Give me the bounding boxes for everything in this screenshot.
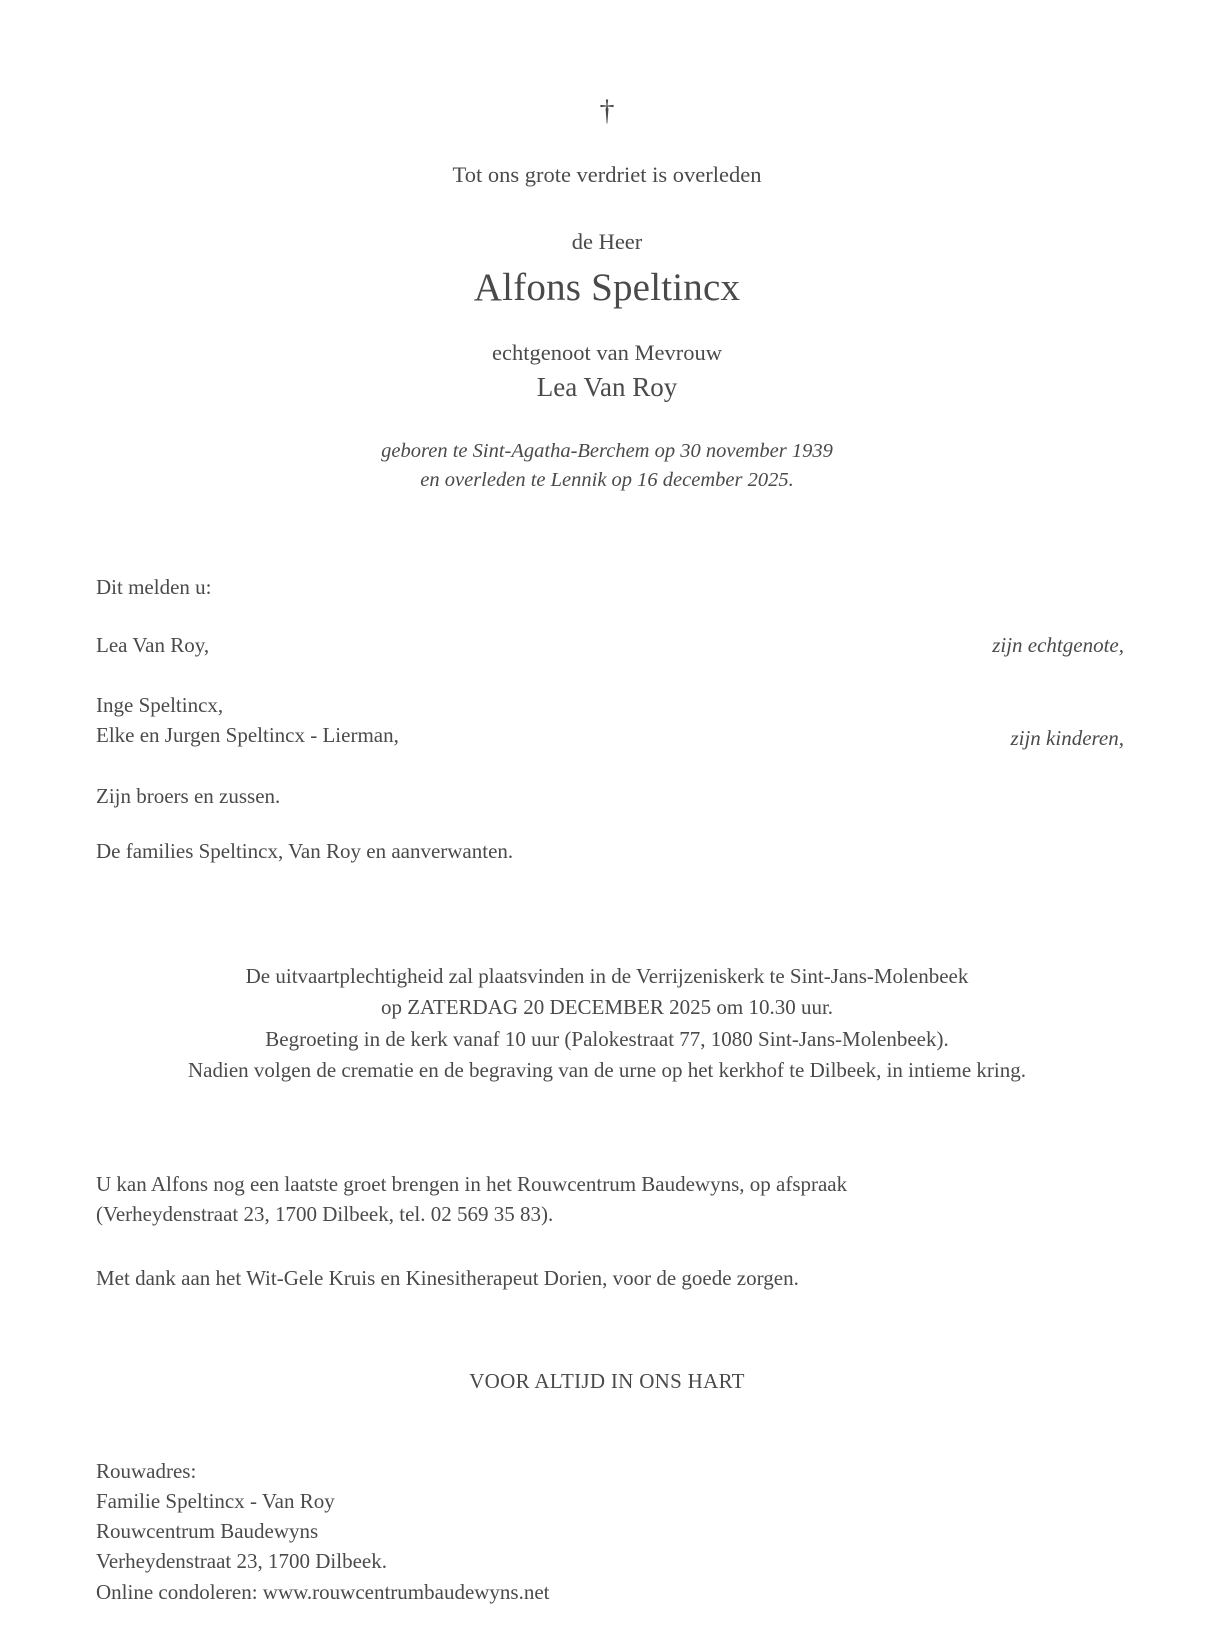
ceremony-line: Nadien volgen de crematie en de begraving van de urne op het kerkhof te Dilbeek, in intieme kring. <box>188 1058 1026 1083</box>
ceremony-line: Begroeting in de kerk vanaf 10 uur (Palokestraat 77, 1080 Sint-Jans-Molenbeek). <box>265 1026 949 1051</box>
families-line: De families Speltincx, Van Roy en aanverwanten. <box>96 838 514 863</box>
spouse-row <box>96 633 1124 658</box>
spouse-relation: zijn echtgenote, <box>992 633 1124 658</box>
address-line: Familie Speltincx - Van Roy <box>96 1488 335 1513</box>
death-line: en overleden te Lennik op 16 december 2025. <box>420 469 794 492</box>
thanks-line: Met dank aan het Wit-Gele Kruis en Kinesitherapeut Dorien, voor de goede zorgen. <box>96 1265 799 1290</box>
survivors-section <box>96 575 1124 864</box>
children-row <box>96 691 1124 751</box>
honorific-text: de Heer <box>571 229 643 254</box>
visit-section <box>96 1169 1124 1230</box>
announce-label: Dit melden u: <box>96 575 212 600</box>
spouse-name: Lea Van Roy <box>536 372 678 402</box>
address-line: Rouwcentrum Baudewyns <box>96 1519 319 1544</box>
birth-line: geboren te Sint-Agatha-Berchem op 30 november 1939 <box>381 440 833 462</box>
child-entry: Elke en Jurgen Speltincx - Lierman, <box>96 723 399 748</box>
condolence-link[interactable]: Online condoleren: www.rouwcentrumbaudewyns.net <box>96 1579 550 1604</box>
visit-line: (Verheydenstraat 23, 1700 Dilbeek, tel. 02 569 35 83). <box>96 1202 554 1227</box>
visit-line: U kan Alfons nog een laatste groet brengen in het Rouwcentrum Baudewyns, op afspraak <box>96 1171 848 1196</box>
siblings-line: Zijn broers en zussen. <box>96 783 281 808</box>
children-relation: zijn kinderen, <box>1010 725 1124 750</box>
ceremony-section <box>0 961 1214 1087</box>
spouse-entry: Lea Van Roy, <box>96 633 210 658</box>
ceremony-line: De uitvaartplechtigheid zal plaatsvinden in de Verrijzeniskerk te Sint-Jans-Molenbeek <box>245 963 969 988</box>
ceremony-line: op ZATERDAG 20 DECEMBER 2025 om 10.30 uur. <box>380 995 834 1020</box>
mourning-address-section <box>96 1456 1124 1647</box>
address-line: Verheydenstraat 23, 1700 Dilbeek. <box>96 1549 387 1574</box>
deceased-name: Alfons Speltincx <box>473 266 741 309</box>
intro-text: Tot ons grote verdriet is overleden <box>452 162 762 187</box>
children-names <box>96 691 399 751</box>
child-entry: Inge Speltincx, <box>96 693 224 718</box>
spouse-label: echtgenoot van Mevrouw <box>492 340 722 365</box>
memorial-card <box>0 96 1214 1647</box>
cross-icon: † <box>599 94 615 127</box>
birth-death-block <box>0 437 1214 495</box>
forever-motto: VOOR ALTIJD IN ONS HART <box>469 1368 745 1393</box>
address-label: Rouwadres: <box>96 1458 197 1483</box>
